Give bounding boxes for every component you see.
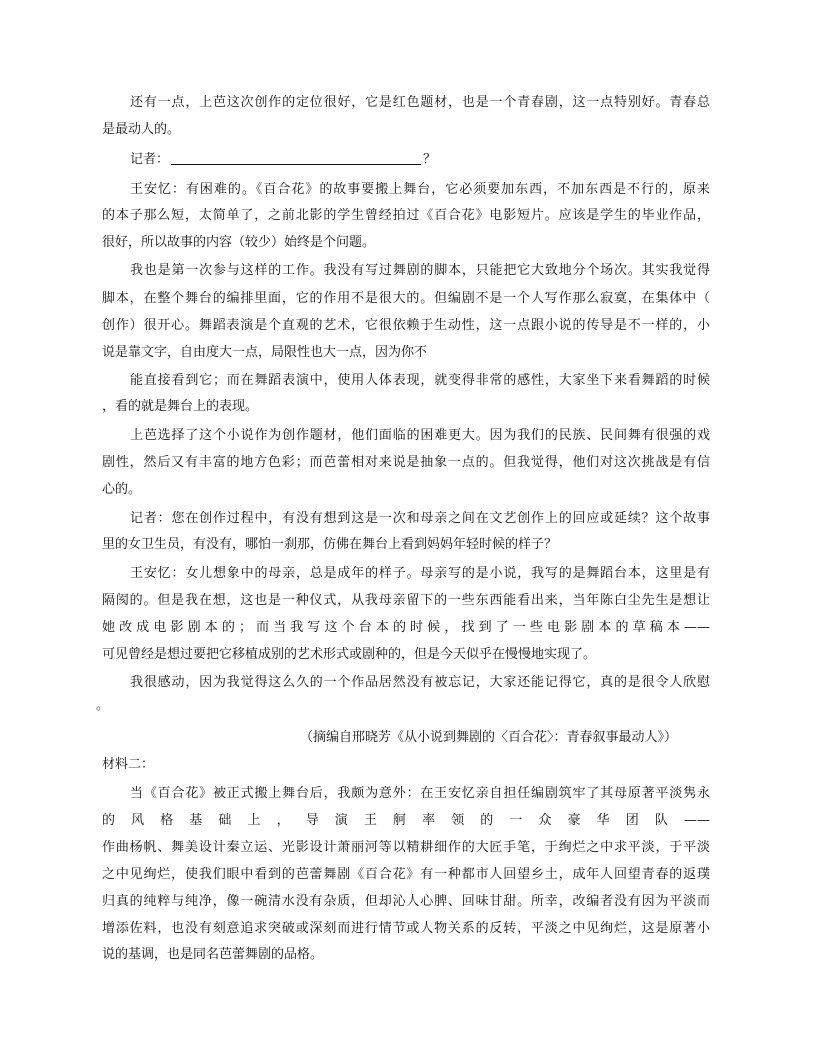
paragraph-line: 上芭选择了这个小说作为创作题材，他们面临的困难更大。因为我们的民族、民间舞有很强的戏 (130, 428, 710, 443)
section-heading: 材料二： (102, 757, 155, 772)
paragraph-line: ，看的就是舞台上的表现。 (102, 399, 259, 414)
reporter-label: 记者： (130, 152, 170, 167)
paragraph-line: 是最动人的。 (102, 122, 181, 137)
paragraph-line: 我也是第一次参与这样的工作。我没有写过舞剧的脚本，只能把它大致地分个场次。其实我觉得 (130, 263, 710, 278)
paragraph-line: 作曲杨帆、舞美设计秦立运、光影设计萧丽河等以精耕细作的大匠手笔，于绚烂之中求平淡，于平淡 (102, 840, 710, 855)
source-citation: （摘编自邢晓芳《从小说到舞剧的〈百合花〉：青春叙事最动人》） (300, 730, 678, 745)
paragraph-line: 归真的纯粹与纯净，像一碗清水没有杂质，但却沁人心脾、回味甘甜。所幸，改编者没有因为平淡而 (102, 894, 710, 909)
paragraph-line: 隔阂的。但是我在想，这也是一种仪式，从我母亲留下的一些东西能看出来，当年陈白尘先生是想让 (102, 593, 710, 608)
paragraph-line: 她改成电影剧本的；而当我写这个台本的时候，找到了一些电影剧本的草稿本—— (102, 620, 710, 635)
paragraph-line: 很好，所以故事的内容（较少）始终是个问题。 (102, 235, 376, 250)
paragraph-line: 创作）很开心。舞蹈表演是个直观的艺术，它很依赖于生动性，这一点跟小说的传导是不一样的，小 (102, 318, 710, 333)
paragraph-line: 脚本，在整个舞台的编排里面，它的作用不是很大的。但编剧不是一个人写作那么寂寞，在集体中（ (102, 291, 710, 306)
paragraph-line: 当《百合花》被正式搬上舞台后，我颇为意外：在王安忆亲自担任编剧筑牢了其母原著平淡隽永 (130, 786, 710, 801)
paragraph-line: 王安忆：有困难的。《百合花》的故事要搬上舞台，它必须要加东西，不加东西是不行的，原来 (130, 182, 710, 197)
paragraph-line: 里的女卫生员，有没有，哪怕一刹那，仿佛在舞台上看到妈妈年轻时候的样子？ (102, 537, 558, 552)
paragraph-line: 说是靠文字，自由度大一点，局限性也大一点，因为你不 (102, 345, 428, 360)
paragraph-line: 增添佐料，也没有刻意追求突破或深刻而进行情节或人物关系的反转，平淡之中见绚烂，这是原著小 (102, 921, 710, 936)
paragraph-line: 剧性，然后又有丰富的地方色彩；而芭蕾相对来说是抽象一点的。但我觉得，他们对这次挑战是有信 (102, 455, 710, 470)
paragraph-line: 心的。 (102, 482, 142, 497)
paragraph-line: 还有一点，上芭这次创作的定位很好，它是红色题材，也是一个青春剧，这一点特别好。青春总 (130, 95, 710, 110)
answer-blank[interactable] (171, 152, 421, 165)
paragraph-line: 说的基调，也是同名芭蕾舞剧的品格。 (102, 947, 324, 962)
paragraph-line: 王安忆：女儿想象中的母亲，总是成年的样子。母亲写的是小说，我写的是舞蹈台本，这里是有 (130, 566, 710, 581)
paragraph-line: 可见曾经是想过要把它移植成别的艺术形式或剧种的，但是今天似乎在慢慢地实现了。 (102, 647, 597, 662)
paragraph-line: 记者：您在创作过程中，有没有想到这是一次和母亲之间在文艺创作上的回应或延续？这个故事 (130, 511, 710, 526)
reporter-question-line (130, 152, 436, 168)
paragraph-line: 。 (96, 698, 110, 713)
question-mark: ？ (423, 152, 437, 167)
paragraph-line: 的风格基础上，导演王舸率领的一众豪华团队—— (102, 813, 710, 828)
paragraph-line: 能直接看到它；而在舞蹈表演中，使用人体表现，就变得非常的感性，大家坐下来看舞蹈的时候 (130, 373, 710, 388)
paragraph-line: 之中见绚烂，使我们眼中看到的芭蕾舞剧《百合花》有一种都市人回望乡土，成年人回望青春的返璞 (102, 867, 710, 882)
paragraph-line: 的本子那么短，太简单了，之前北影的学生曾经拍过《百合花》电影短片。应该是学生的毕业作品， (102, 208, 710, 223)
paragraph-line: 我很感动，因为我觉得这么久的一个作品居然没有被忘记，大家还能记得它，真的是很令人欣慰 (130, 675, 710, 690)
